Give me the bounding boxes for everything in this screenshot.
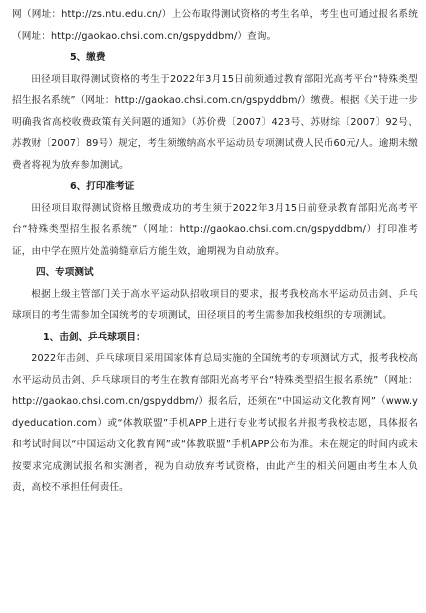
heading-special-test: 四、专项测试 [36,267,94,278]
paragraph-special-test: 根据上级主管部门关于高水平运动队招收项目的要求，报考我校高水平运动员击剑、乒乓球项目的考生需参加全国统考的专项测试，田径项目的考生需参加我校组织的专项测试。 [12,288,418,321]
paragraph-exam-list-notice: 网（网址：http://zs.ntu.edu.cn/）上公布取得测试资格的考生名单，考生也可通过报名系统（网址：http://gaokao.chsi.com.cn/gspyddbm/）查询。 [12,9,418,42]
heading-fencing-table-tennis: 1、击剑、乒乓球项目： [43,331,146,343]
heading-print-admission-ticket: 6、打印准考证 [70,181,135,192]
heading-payment: 5、缴费 [70,52,106,63]
paragraph-fencing-table-tennis: 2022年击剑、乒乓球项目采用国家体育总局实施的全国统考的专项测试方式，报考我校高水平运动员击剑、乒乓球项目的考生在教育部阳光高考平台“特殊类型招生报名系统”（网址：http://gaokao.chsi.com.cn/gspyddbm/）报名后，还须在“中国运动文化教育网”（www.ydyeducation.com）或“体教联盟”手机APP上进行专业考试报名并报考我校志愿，具体报名和考试时间以“中国运动文化教育网”或“体教联盟”手机APP公布为准。未在规定的时间内或未按要求完成测试报名和实测者，视为自动放弃考试资格，由此产生的相关问题由考生本人负责，高校不承担任何责任。 [12,353,418,493]
paragraph-payment: 田径项目取得测试资格的考生于2022年3月15日前须通过教育部阳光高考平台“特殊类型招生报名系统”（网址：http://gaokao.chsi.com.cn/gspyddbm/）缴费。根据《关于进一步明确我省高校收费政策有关问题的通知》（苏价费〔2007〕423号、苏财综〔2007〕92号、苏教财〔2007〕89号）规定，考生须缴纳高水平运动员专项测试费人民币60元/人。逾期未缴费者将视为放弃参加测试。 [12,73,418,171]
paragraph-print-admission-ticket: 田径项目取得测试资格且缴费成功的考生须于2022年3月15日前登录教育部阳光高考平台“特殊类型招生报名系统”（网址：http://gaokao.chsi.com.cn/gspyddbm/）打印准考证，由中学在照片处盖骑缝章后方能生效，逾期视为自动放弃。 [12,202,418,257]
